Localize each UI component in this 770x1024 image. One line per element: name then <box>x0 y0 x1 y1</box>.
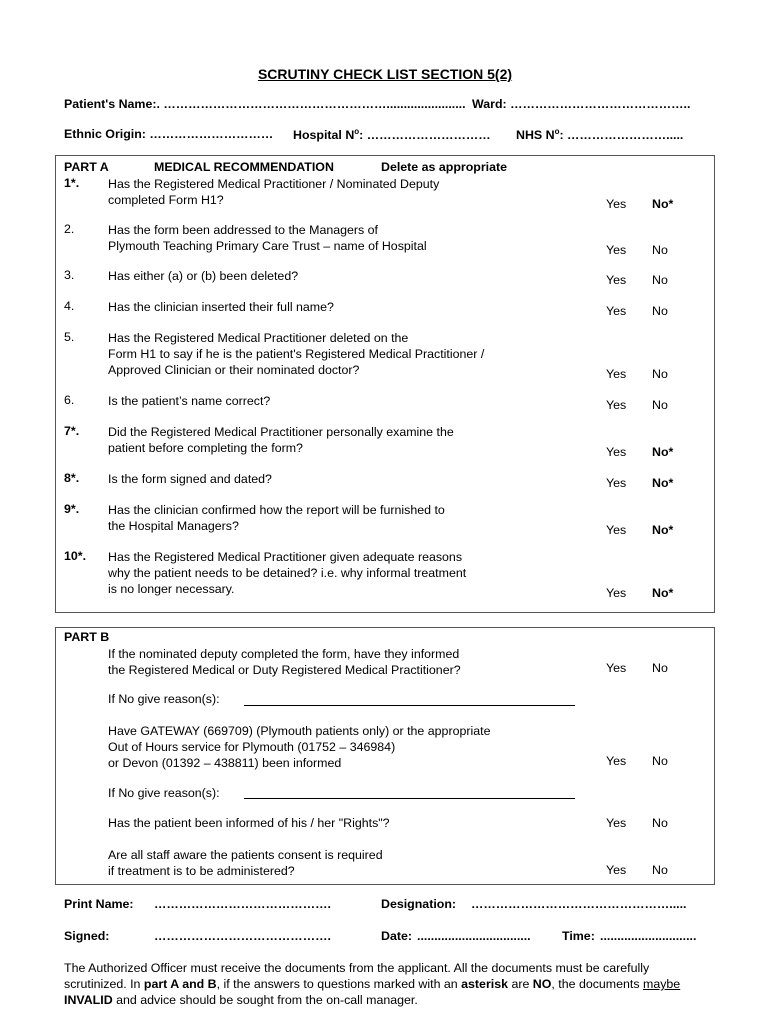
footer-text-4: asterisk <box>461 977 508 991</box>
part-b-q4-line1: Are all staff aware the patients consent is required <box>108 848 383 862</box>
question-line: Has the form been addressed to the Managers of <box>108 223 378 237</box>
designation-label: Designation: <box>381 897 457 911</box>
answer-no[interactable]: No* <box>652 445 674 459</box>
question-text <box>108 268 298 284</box>
ethnic-origin-field[interactable]: Ethnic Origin: ………………………… <box>64 127 274 141</box>
footer-note <box>64 960 714 1008</box>
part-b-q2 <box>108 723 490 771</box>
part-b-q2-line3: or Devon (01392 – 438811) been informed <box>108 756 342 770</box>
reason1-label: If No give reason(s): <box>108 692 220 706</box>
question-line: Has either (a) or (b) been deleted? <box>108 269 299 283</box>
question-line: Is the patient’s name correct? <box>108 394 271 408</box>
time-field[interactable]: ............................ <box>600 929 697 943</box>
question-text <box>108 393 270 409</box>
signed-field[interactable]: ……………………………………. <box>154 929 331 943</box>
answer-yes[interactable]: Yes <box>606 367 627 381</box>
answer-no[interactable]: No <box>652 304 668 318</box>
part-b-q2-yes[interactable]: Yes <box>606 754 627 768</box>
reason2-input-line[interactable] <box>244 798 575 799</box>
footer-text-7: , the documents <box>551 977 643 991</box>
delete-note: Delete as appropriate <box>381 160 508 174</box>
question-line: Plymouth Teaching Primary Care Trust – name of Hospital <box>108 239 427 253</box>
answer-yes[interactable]: Yes <box>606 445 627 459</box>
question-number: 10*. <box>64 549 87 563</box>
part-b-q2-line1: Have GATEWAY (669709) (Plymouth patients only) or the appropriate <box>108 724 491 738</box>
question-line: Has the Registered Medical Practitioner / Nominated Deputy <box>108 177 440 191</box>
footer-text-8: maybe <box>643 977 681 991</box>
hospital-number-dots: : ………………………… <box>359 128 491 143</box>
question-number: 5. <box>64 330 75 344</box>
answer-no[interactable]: No* <box>652 476 674 490</box>
question-number: 3. <box>64 268 75 282</box>
part-b-q4-line2: if treatment is to be administered? <box>108 864 295 878</box>
question-number: 9*. <box>64 502 80 516</box>
part-b-q2-line2: Out of Hours service for Plymouth (01752 – 346984) <box>108 740 396 754</box>
hospital-number-field[interactable] <box>293 127 491 142</box>
part-b-q1-yes[interactable]: Yes <box>606 661 627 675</box>
question-line: completed Form H1? <box>108 193 224 207</box>
footer-text-3: , if the answers to questions marked with an <box>216 977 462 991</box>
nhs-number-sup: o <box>554 127 560 136</box>
reason2-label: If No give reason(s): <box>108 786 220 800</box>
answer-yes[interactable]: Yes <box>606 476 627 490</box>
question-text <box>108 502 445 534</box>
ward-field[interactable]: Ward: …………………………………….. <box>472 97 691 111</box>
part-b-q1-line2: the Registered Medical or Duty Registered Medical Practitioner? <box>108 663 461 677</box>
footer-text-2: part A and B <box>143 977 217 991</box>
print-name-label: Print Name: <box>64 897 134 911</box>
question-text <box>108 176 439 208</box>
answer-yes[interactable]: Yes <box>606 197 627 211</box>
part-b-label: PART B <box>64 630 110 644</box>
question-line: Has the Registered Medical Practitioner given adequate reasons <box>108 550 463 564</box>
hospital-number-sup: o <box>354 127 360 136</box>
question-line: why the patient needs to be detained? i.e. why informal treatment <box>108 566 467 580</box>
question-line: Approved Clinician or their nominated doctor? <box>108 363 360 377</box>
footer-text-11: and advice should be sought from the on-call manager. <box>112 993 418 1007</box>
page-title: SCRUTINY CHECK LIST SECTION 5(2) <box>257 66 513 82</box>
part-b-q3-yes[interactable]: Yes <box>606 816 627 830</box>
question-text <box>108 222 427 254</box>
nhs-number-label: NHS N <box>516 128 555 143</box>
reason1-input-line[interactable] <box>244 705 575 706</box>
patient-name-field[interactable]: Patient's Name:. ………………………………………………....................... <box>64 97 466 111</box>
answer-yes[interactable]: Yes <box>606 243 627 257</box>
answer-no[interactable]: No <box>652 243 668 257</box>
question-line: Did the Registered Medical Practitioner personally examine the <box>108 425 454 439</box>
question-line: Form H1 to say if he is the patient's Registered Medical Practitioner / <box>108 347 485 361</box>
question-text <box>108 424 454 456</box>
question-line: Is the form signed and dated? <box>108 472 272 486</box>
answer-yes[interactable]: Yes <box>606 523 627 537</box>
part-a-heading: MEDICAL RECOMMENDATION <box>154 160 334 174</box>
nhs-number-field[interactable] <box>516 127 683 142</box>
question-number: 4. <box>64 299 75 313</box>
answer-no[interactable]: No* <box>652 197 674 211</box>
footer-text-1: The Authorized Officer must receive the documents from the applicant. All the documents must be carefully scrutinized. In <box>64 961 650 991</box>
part-b-q3: Has the patient been informed of his / her "Rights"? <box>108 816 390 830</box>
answer-no[interactable]: No* <box>652 586 674 600</box>
answer-no[interactable]: No <box>652 367 668 381</box>
part-a-label: PART A <box>64 160 109 174</box>
question-line: is no longer necessary. <box>108 582 235 596</box>
part-b-q2-no[interactable]: No <box>652 754 668 768</box>
answer-yes[interactable]: Yes <box>606 586 627 600</box>
part-b-q3-no[interactable]: No <box>652 816 668 830</box>
date-label: Date: <box>381 929 412 943</box>
answer-yes[interactable]: Yes <box>606 304 627 318</box>
footer-text-6: NO <box>532 977 552 991</box>
question-line: Has the Registered Medical Practitioner deleted on the <box>108 331 409 345</box>
question-text <box>108 299 334 315</box>
part-b-q1-no[interactable]: No <box>652 661 668 675</box>
nhs-number-dots: : ……………………..... <box>559 128 684 143</box>
answer-no[interactable]: No <box>652 398 668 412</box>
question-line: the Hospital Managers? <box>108 519 239 533</box>
date-field[interactable]: ................................. <box>417 929 531 943</box>
question-line: Has the clinician inserted their full name? <box>108 300 334 314</box>
question-text <box>108 549 466 597</box>
question-line: Has the clinician confirmed how the report will be furnished to <box>108 503 445 517</box>
answer-yes[interactable]: Yes <box>606 398 627 412</box>
print-name-field[interactable]: ……………………………………. <box>154 897 331 911</box>
footer-text-5: are <box>508 977 533 991</box>
question-number: 2. <box>64 222 75 236</box>
part-b-q4-no[interactable]: No <box>652 863 668 877</box>
question-text <box>108 471 272 487</box>
question-text <box>108 330 484 378</box>
answer-no[interactable]: No <box>652 273 668 287</box>
question-number: 7*. <box>64 424 80 438</box>
question-number: 8*. <box>64 471 80 485</box>
hospital-number-label: Hospital N <box>293 128 355 143</box>
part-b-q1-line1: If the nominated deputy completed the form, have they informed <box>108 647 460 661</box>
question-number: 1*. <box>64 176 80 190</box>
designation-field[interactable]: …………………………………………..... <box>471 897 687 911</box>
part-b-q1 <box>108 646 461 678</box>
answer-yes[interactable]: Yes <box>606 273 627 287</box>
answer-no[interactable]: No* <box>652 523 674 537</box>
time-label: Time: <box>562 929 595 943</box>
question-line: patient before completing the form? <box>108 441 303 455</box>
footer-text-10: INVALID <box>64 993 113 1007</box>
signed-label: Signed: <box>64 929 110 943</box>
part-b-q4-yes[interactable]: Yes <box>606 863 627 877</box>
part-b-q4 <box>108 847 383 879</box>
question-number: 6. <box>64 393 75 407</box>
